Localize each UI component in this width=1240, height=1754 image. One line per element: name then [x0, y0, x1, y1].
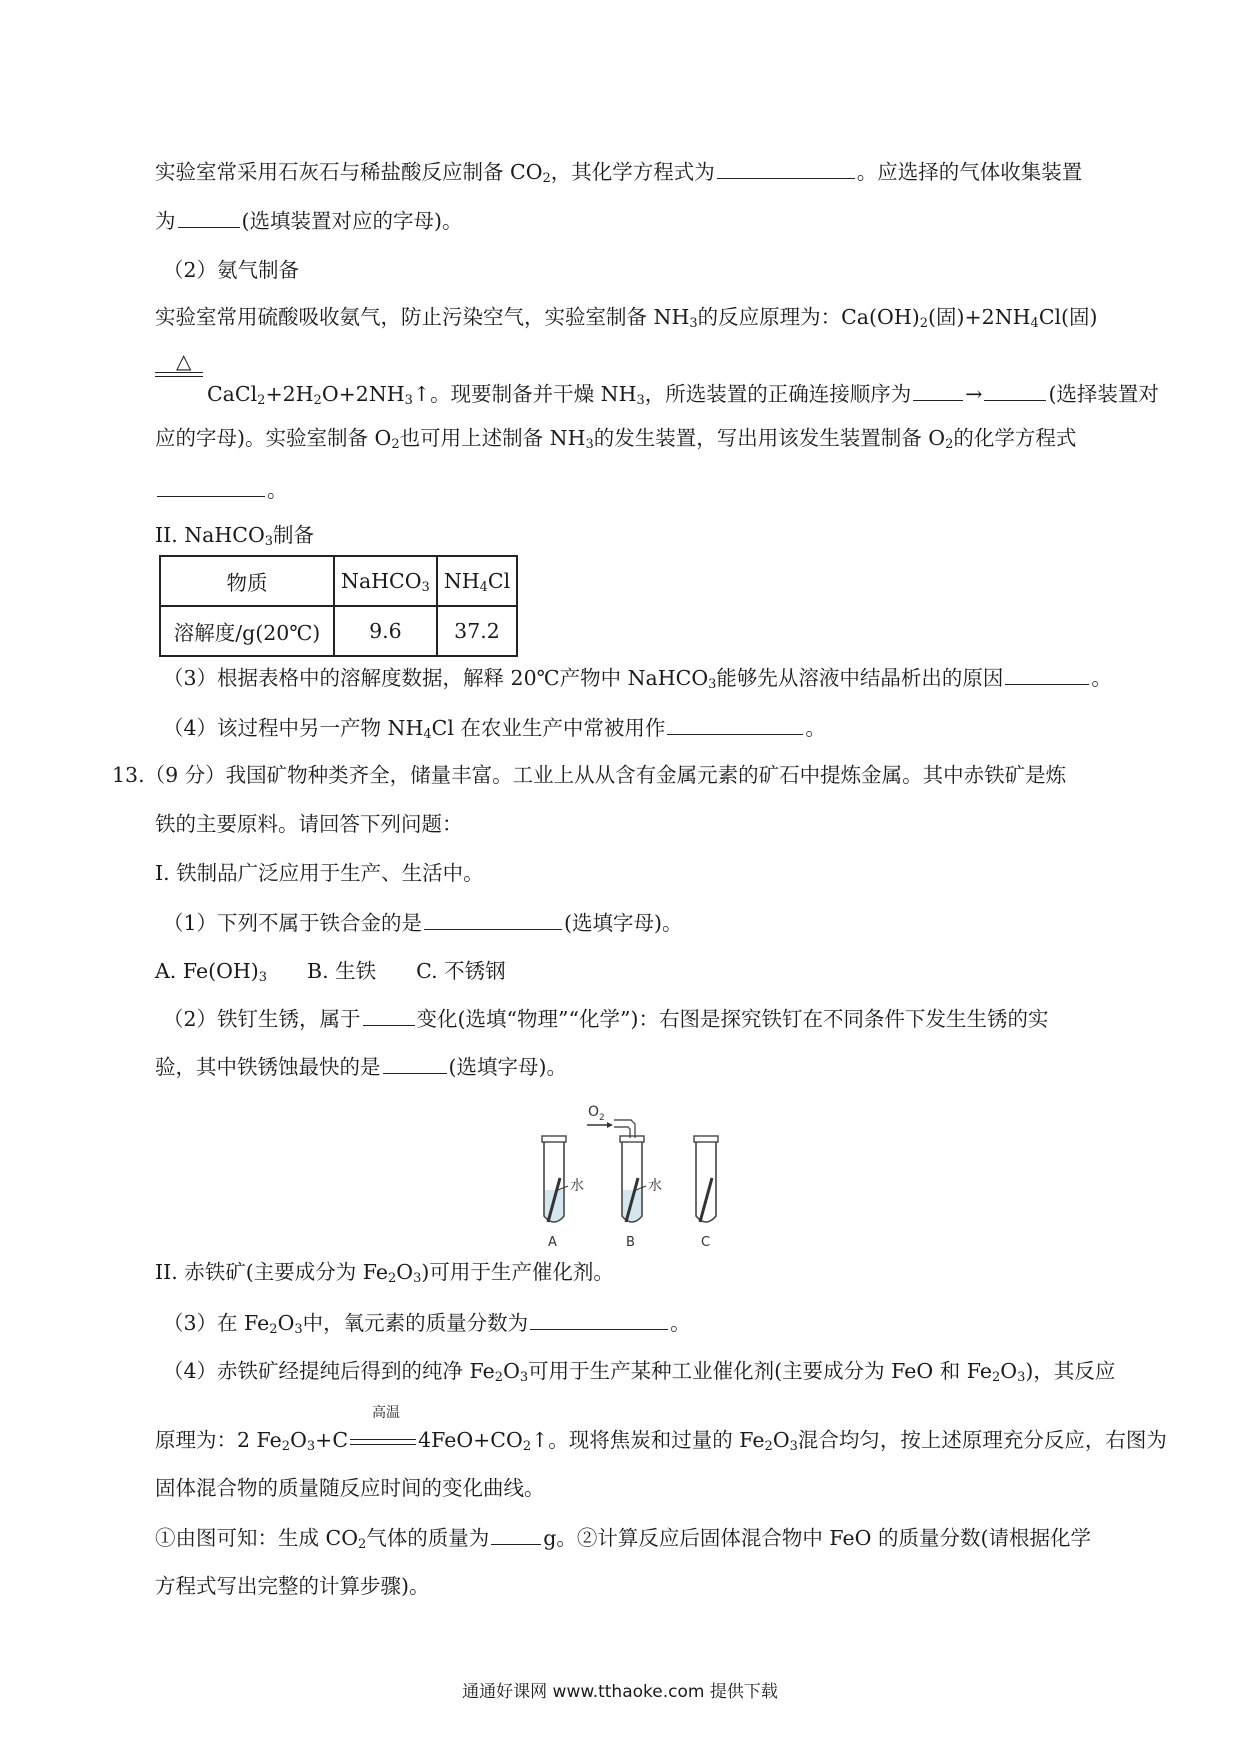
text-line: （3）在 $Fe_2O_3$中，氧元素的质量分数为 。: [163, 1311, 691, 1337]
text-line: 实验室常用硫酸吸收氨气，防止污染空气，实验室制备 $NH_3$的反应原理为：$Ca(OH)_2$(固)$+2NH_4Cl$(固): [155, 305, 1098, 331]
test-tube-a: [542, 1136, 584, 1250]
table-row: [160, 556, 517, 606]
test-tube-c: [694, 1136, 718, 1250]
water-label: 水: [648, 1178, 662, 1194]
page-footer: 通通好课网 www.tthaoke.com 提供下载: [462, 1682, 778, 1702]
text-line: 应的字母)。实验室制备 $O_2$也可用上述制备 $NH_3$的发生装置，写出用该发生装置制备 $O_2$的化学方程式: [155, 426, 1077, 452]
test-tube-b: [620, 1136, 662, 1250]
o2-subscript: 2: [599, 1113, 605, 1123]
rust-experiment-figure: [530, 1098, 740, 1250]
section-heading: II. NaHCO$_3$制备: [155, 523, 315, 549]
solubility-table: [159, 555, 518, 657]
text-line: 实验室常采用石灰石与稀盐酸反应制备 $CO_2$，其化学方程式为 。应选择的气体收集装置: [155, 160, 1083, 186]
reaction-equals-sign: [350, 1439, 416, 1445]
table-cell: 溶解度/g(20℃): [160, 606, 334, 656]
options-line: A. $Fe(OH)_3$ B. 生铁 C. 不锈钢: [155, 959, 506, 985]
tube-label-c: C: [701, 1235, 711, 1250]
text-line: 验，其中铁锈蚀最快的是 (选填字母)。: [155, 1055, 567, 1079]
text-line: 。: [155, 476, 288, 504]
o2-inlet: [587, 1104, 635, 1138]
table-header-cell: $NH_4Cl$: [437, 556, 517, 606]
high-temperature-condition: 高温: [372, 1405, 400, 1421]
text-line: （1）下列不属于铁合金的是 (选填字母)。: [163, 911, 683, 935]
text-line: $CaCl_2+2H_2O+2NH_3↑$。现要制备并干燥 $NH_3$，所选装置的正确连接顺序为 → (选择装置对: [207, 382, 1159, 408]
reaction-equals-sign: [155, 372, 203, 377]
text-line: （3）根据表格中的溶解度数据，解释 20℃产物中 NaHCO$_3$能够先从溶液中结晶析出的原因 。: [163, 666, 1112, 692]
text-line: 铁的主要原料。请回答下列问题：: [155, 812, 463, 836]
question-13: 13.（9 分）我国矿物种类齐全，储量丰富。工业上从从含有金属元素的矿石中提炼金属。其中赤铁矿是炼: [112, 763, 1067, 787]
o2-label: O: [588, 1104, 600, 1120]
text-line: （4）该过程中另一产物 $NH_4Cl$ 在农业生产中常被用作 。: [163, 716, 826, 742]
tube-label-a: A: [548, 1235, 557, 1250]
table-header-cell: NaHCO$_3$: [334, 556, 437, 606]
text-line: 方程式写出完整的计算步骤)。: [155, 1574, 430, 1598]
text-line: 原理为：2 $Fe_2O_3+C$ $4FeO+CO_2↑$。现将焦炭和过量的 $Fe_2O_3$混合均匀，按上述原理充分反应，右图为: [155, 1428, 1167, 1454]
text-line: （2）铁钉生锈，属于 变化(选填“物理”“化学”)：右图是探究铁钉在不同条件下发生生锈的实: [163, 1007, 1049, 1031]
table-row: [160, 606, 517, 656]
nail: [700, 1178, 712, 1222]
heat-symbol: △: [176, 349, 192, 373]
section-heading: II. 赤铁矿(主要成分为 $Fe_2O_3$)可用于生产催化剂。: [155, 1260, 614, 1286]
table-cell: 9.6: [334, 606, 437, 656]
table-header-cell: 物质: [160, 556, 334, 606]
section-heading: I. 铁制品广泛应用于生产、生活中。: [155, 861, 484, 885]
text-line: ①由图可知：生成 $CO_2$气体的质量为 g。②计算反应后固体混合物中 FeO 的质量分数(请根据化学: [155, 1526, 1091, 1552]
tube-label-b: B: [626, 1235, 635, 1250]
subquestion-title: （2）氨气制备: [163, 258, 300, 282]
text-line: （4）赤铁矿经提纯后得到的纯净 $Fe_2O_3$可用于生产某种工业催化剂(主要成分为 FeO 和 $Fe_2O_3$)，其反应: [163, 1359, 1116, 1385]
water-label: 水: [570, 1178, 584, 1194]
table-cell: 37.2: [437, 606, 517, 656]
text-line: 为 (选填装置对应的字母)。: [155, 209, 463, 233]
text-line: 固体混合物的质量随反应时间的变化曲线。: [155, 1476, 545, 1500]
